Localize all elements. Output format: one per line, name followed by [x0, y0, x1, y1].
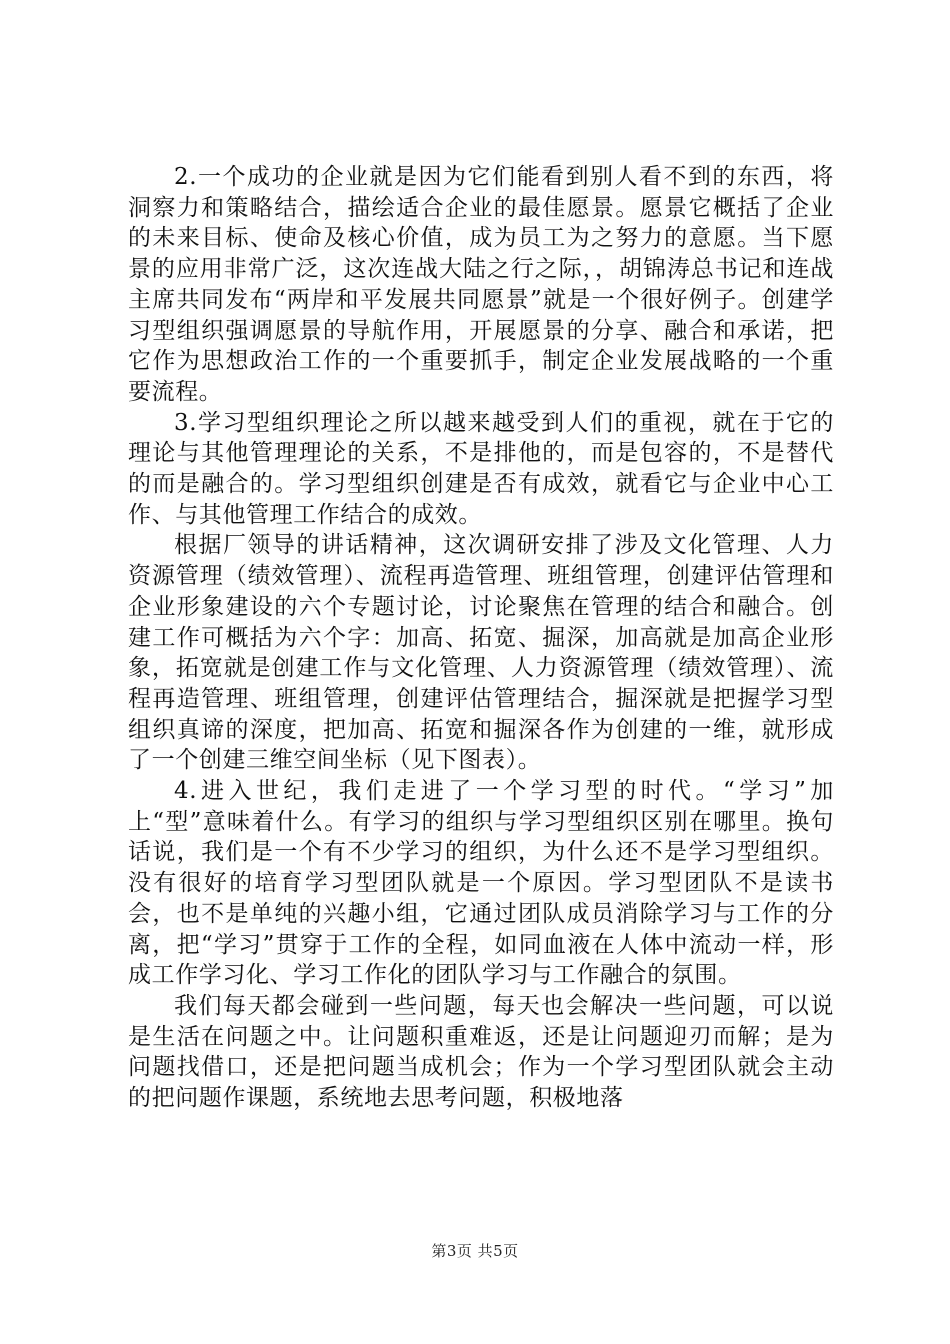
document-body — [128, 162, 834, 1114]
paragraph-problems: 我们每天都会碰到一些问题，每天也会解决一些问题，可以说是生活在问题之中。让问题积重难返，还是让问题迎刃而解；是为问题找借口，还是把问题当成机会；作为一个学习型团队就会主动的把问题作课题，系统地去思考问题，积极地落 — [128, 992, 834, 1112]
paragraph-vision: 2.一个成功的企业就是因为它们能看到别人看不到的东西，将洞察力和策略结合，描绘适合企业的最佳愿景。愿景它概括了企业的未来目标、使命及核心价值，成为员工为之努力的意愿。当下愿景的应用非常广泛，这次连战大陆之行之际，，胡锦涛总书记和连战主席共同发布“两岸和平发展共同愿景”就是一个很好例子。创建学习型组织强调愿景的导航作用，开展愿景的分享、融合和承诺，把它作为思想政治工作的一个重要抓手，制定企业发展战略的一个重要流程。 — [128, 164, 834, 405]
page-number-footer: 第3页 共5页 — [431, 1242, 519, 1260]
paragraph-theory: 3.学习型组织理论之所以越来越受到人们的重视，就在于它的理论与其他管理理论的关系，不是排他的，而是包容的，不是替代的而是融合的。学习型组织创建是否有成效，就看它与企业中心工作、与其他管理工作结合的成效。 — [128, 409, 834, 528]
paragraph-research: 根据厂领导的讲话精神，这次调研安排了涉及文化管理、人力资源管理（绩效管理）、流程再造管理、班组管理，创建评估管理和企业形象建设的六个专题讨论，讨论聚焦在管理的结合和融合。创建工作可概括为六个字：加高、拓宽、掘深，加高就是加高企业形象，拓宽就是创建工作与文化管理、人力资源管理（绩效管理）、流程再造管理、班组管理，创建评估管理结合，掘深就是把握学习型组织真谛的深度，把加高、拓宽和掘深各作为创建的一维，就形成了一个创建三维空间坐标（见下图表）。 — [128, 532, 834, 774]
paragraph-learning-era: 4.进入世纪，我们走进了一个学习型的时代。“学习”加上“型”意味着什么。有学习的组织与学习型组织区别在哪里。换句话说，我们是一个有不少学习的组织，为什么还不是学习型组织。没有很好的培育学习型团队就是一个原因。学习型团队不是读书会，也不是单纯的兴趣小组，它通过团队成员消除学习与工作的分离，把“学习”贯穿于工作的全程，如同血液在人体中流动一样，形成工作学习化、学习工作化的团队学习与工作融合的氛围。 — [128, 778, 834, 989]
